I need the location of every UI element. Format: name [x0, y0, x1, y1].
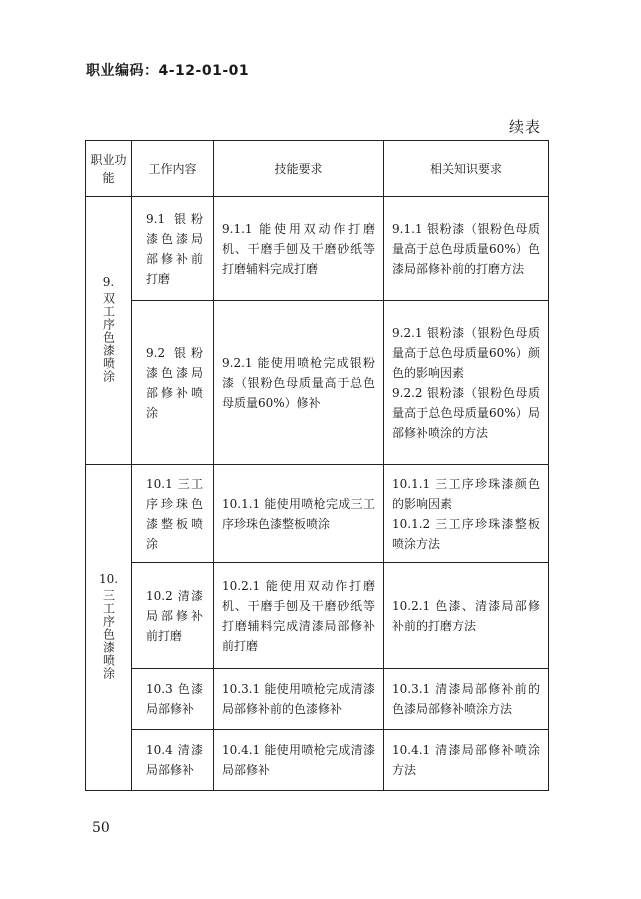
skills-table — [85, 140, 549, 791]
continued-label: 续表 — [508, 118, 541, 136]
header-work: 工作内容 — [132, 141, 214, 197]
function-number: 9. — [102, 275, 115, 289]
knowledge-item: 10.1.2 三工序珍珠漆整板喷涂方法 — [392, 516, 540, 551]
table-row — [86, 197, 549, 301]
work-content-cell: 10.2 清漆局部修补前打磨 — [132, 563, 214, 669]
header-function: 职业功能 — [86, 141, 132, 197]
knowledge-item: 9.1.1 银粉漆（银粉色母质量高于总色母质量60%）色漆局部修补前的打磨方法 — [392, 221, 540, 276]
knowledge-cell — [384, 301, 549, 465]
function-name: 双工序色漆喷涂 — [101, 292, 116, 383]
knowledge-cell — [384, 197, 549, 301]
knowledge-cell — [384, 465, 549, 563]
table-header-row — [86, 141, 549, 197]
work-content-cell: 10.3 色漆局部修补 — [132, 669, 214, 730]
skill-cell: 10.2.1 能使用双动作打磨机、干磨手刨及干磨砂纸等打磨辅料完成清漆局部修补前打磨 — [214, 563, 384, 669]
header-skill: 技能要求 — [214, 141, 384, 197]
function-cell — [86, 197, 132, 465]
page-number: 50 — [92, 820, 110, 836]
knowledge-item: 9.2.1 银粉漆（银粉色母质量高于总色母质量60%）颜色的影响因素 — [392, 325, 540, 380]
knowledge-item: 10.3.1 清漆局部修补前的色漆局部修补喷涂方法 — [392, 682, 540, 716]
work-content-cell: 9.1 银粉漆色漆局部修补前打磨 — [132, 197, 214, 301]
skill-cell: 9.2.1 能使用喷枪完成银粉漆（银粉色母质量高于总色母质量60%）修补 — [214, 301, 384, 465]
work-content-cell: 10.1 三工序珍珠色漆整板喷涂 — [132, 465, 214, 563]
skill-cell: 10.3.1 能使用喷枪完成清漆局部修补前的色漆修补 — [214, 669, 384, 730]
work-content-cell: 10.4 清漆局部修补 — [132, 730, 214, 791]
table-row — [86, 301, 549, 465]
occupation-code: 职业编码：4-12-01-01 — [86, 63, 250, 79]
table-row — [86, 465, 549, 563]
table-row — [86, 563, 549, 669]
knowledge-item: 10.4.1 清漆局部修补喷涂方法 — [392, 743, 540, 777]
knowledge-cell — [384, 563, 549, 669]
function-name: 三工序色漆喷涂 — [101, 589, 116, 680]
skill-cell: 9.1.1 能使用双动作打磨机、干磨手刨及干磨砂纸等打磨辅料完成打磨 — [214, 197, 384, 301]
table-row — [86, 730, 549, 791]
knowledge-cell — [384, 730, 549, 791]
skill-cell: 10.1.1 能使用喷枪完成三工序珍珠色漆整板喷涂 — [214, 465, 384, 563]
header-knowledge: 相关知识要求 — [384, 141, 549, 197]
knowledge-cell — [384, 669, 549, 730]
work-content-cell: 9.2 银粉漆色漆局部修补喷涂 — [132, 301, 214, 465]
knowledge-item: 9.2.2 银粉漆（银粉色母质量高于总色母质量60%）局部修补喷涂的方法 — [392, 385, 540, 440]
knowledge-item: 10.1.1 三工序珍珠漆颜色的影响因素 — [392, 476, 540, 511]
table-row — [86, 669, 549, 730]
skill-cell: 10.4.1 能使用喷枪完成清漆局部修补 — [214, 730, 384, 791]
function-cell — [86, 465, 132, 791]
knowledge-item: 10.2.1 色漆、清漆局部修补前的打磨方法 — [392, 598, 540, 633]
function-number: 10. — [98, 572, 119, 586]
